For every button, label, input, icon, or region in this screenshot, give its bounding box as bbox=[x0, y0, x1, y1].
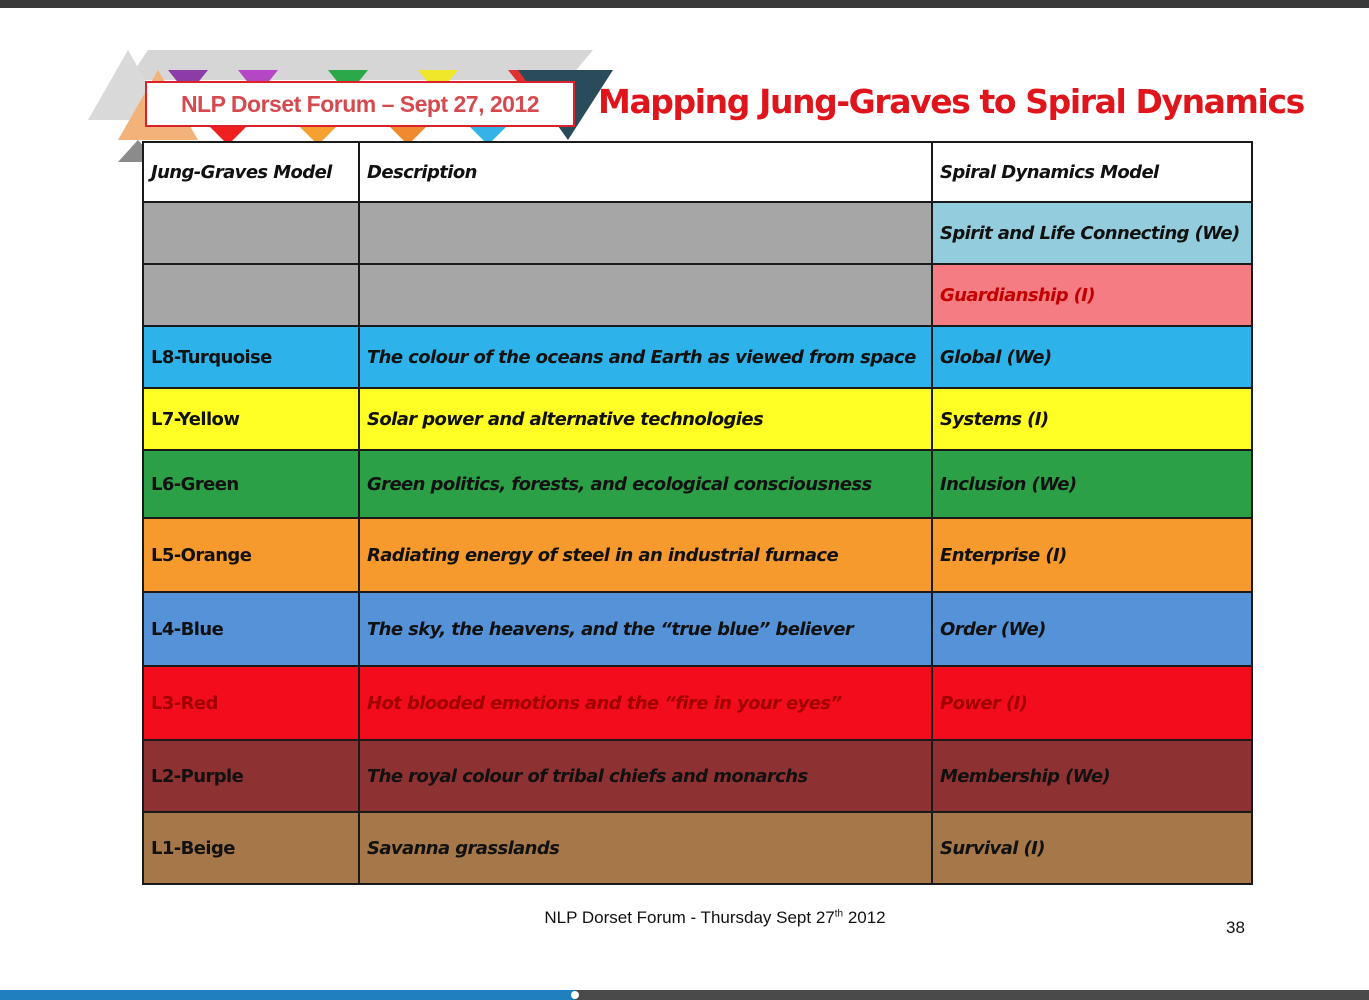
level-cell: L4-Blue bbox=[143, 592, 359, 666]
spiral-dynamics-cell: Guardianship (I) bbox=[932, 264, 1252, 326]
description-cell: Radiating energy of steel in an industrial furnace bbox=[359, 518, 932, 592]
spiral-dynamics-cell: Survival (I) bbox=[932, 812, 1252, 884]
level-cell: L3-Red bbox=[143, 666, 359, 740]
level-cell bbox=[143, 202, 359, 264]
slide-footer bbox=[0, 908, 1369, 928]
table-row bbox=[143, 264, 1252, 326]
level-cell: L2-Purple bbox=[143, 740, 359, 812]
description-cell: The sky, the heavens, and the “true blue” believer bbox=[359, 592, 932, 666]
level-cell: L1-Beige bbox=[143, 812, 359, 884]
progress-knob[interactable] bbox=[571, 991, 579, 999]
level-cell: L8-Turquoise bbox=[143, 326, 359, 388]
table-row bbox=[143, 740, 1252, 812]
mapping-table bbox=[142, 141, 1253, 885]
column-header-spiral-dynamics: Spiral Dynamics Model bbox=[932, 142, 1252, 202]
progress-fill bbox=[0, 990, 575, 1000]
footer-year: 2012 bbox=[843, 908, 886, 927]
description-cell: The colour of the oceans and Earth as viewed from space bbox=[359, 326, 932, 388]
column-header-description: Description bbox=[359, 142, 932, 202]
table-row bbox=[143, 326, 1252, 388]
footer-ordinal-suffix: th bbox=[834, 908, 844, 920]
level-cell: L7-Yellow bbox=[143, 388, 359, 450]
table-row bbox=[143, 450, 1252, 518]
table-header-row bbox=[143, 142, 1252, 202]
slide-title: Mapping Jung-Graves to Spiral Dynamics bbox=[598, 82, 1304, 121]
table-row bbox=[143, 592, 1252, 666]
description-cell bbox=[359, 264, 932, 326]
level-cell bbox=[143, 264, 359, 326]
table-row bbox=[143, 202, 1252, 264]
slide-progress-bar[interactable] bbox=[0, 990, 1369, 1000]
description-cell: Savanna grasslands bbox=[359, 812, 932, 884]
description-cell: Green politics, forests, and ecological consciousness bbox=[359, 450, 932, 518]
table-row bbox=[143, 388, 1252, 450]
footer-text: NLP Dorset Forum - Thursday Sept 27 bbox=[544, 908, 835, 927]
level-cell: L6-Green bbox=[143, 450, 359, 518]
table-row bbox=[143, 812, 1252, 884]
description-cell: Solar power and alternative technologies bbox=[359, 388, 932, 450]
viewer-top-bar bbox=[0, 0, 1369, 8]
spiral-dynamics-cell: Membership (We) bbox=[932, 740, 1252, 812]
forum-label-box: NLP Dorset Forum – Sept 27, 2012 bbox=[145, 81, 575, 127]
column-header-jung-graves: Jung-Graves Model bbox=[143, 142, 359, 202]
spiral-dynamics-cell: Power (I) bbox=[932, 666, 1252, 740]
description-cell bbox=[359, 202, 932, 264]
spiral-dynamics-cell: Systems (I) bbox=[932, 388, 1252, 450]
description-cell: Hot blooded emotions and the “fire in your eyes” bbox=[359, 666, 932, 740]
description-cell: The royal colour of tribal chiefs and monarchs bbox=[359, 740, 932, 812]
spiral-dynamics-cell: Order (We) bbox=[932, 592, 1252, 666]
spiral-dynamics-cell: Inclusion (We) bbox=[932, 450, 1252, 518]
spiral-dynamics-cell: Enterprise (I) bbox=[932, 518, 1252, 592]
table-row bbox=[143, 518, 1252, 592]
page-number: 38 bbox=[1226, 918, 1245, 937]
spiral-dynamics-cell: Global (We) bbox=[932, 326, 1252, 388]
spiral-dynamics-cell: Spirit and Life Connecting (We) bbox=[932, 202, 1252, 264]
table-row bbox=[143, 666, 1252, 740]
level-cell: L5-Orange bbox=[143, 518, 359, 592]
